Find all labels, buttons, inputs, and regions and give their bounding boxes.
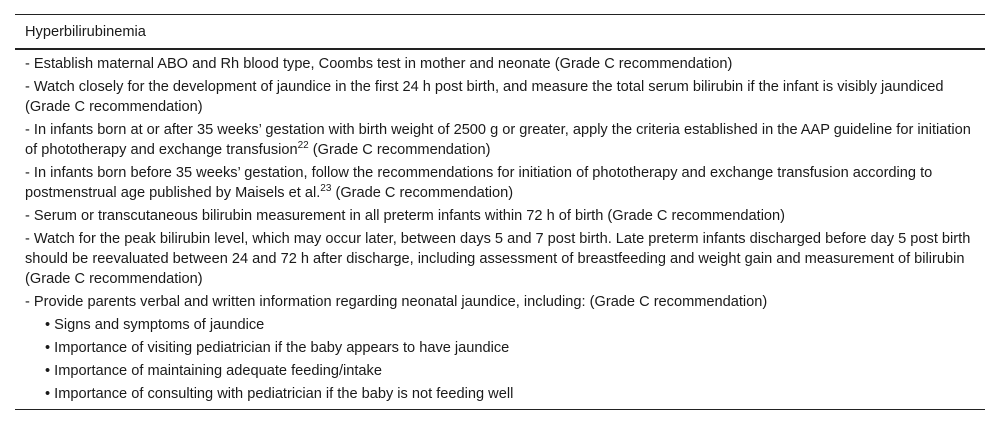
recommendation-text: - In infants born before 35 weeks’ gestation, follow the recommendations for initiation of phototherapy and exchange transfusion according to postmenstrual age published by Maisels et al. (25, 165, 933, 201)
recommendation-text: - In infants born at or after 35 weeks’ gestation with birth weight of 2500 g or greater, apply the criteria established in the AAP guideline for initiation of phototherapy and exchange transfusion (25, 122, 971, 158)
recommendations-table (15, 14, 985, 410)
reference-superscript: 23 (320, 183, 332, 194)
recommendation-row: - Establish maternal ABO and Rh blood type, Coombs test in mother and neonate (Grade C recommendation) (25, 56, 733, 72)
bullet-item: • Importance of maintaining adequate feeding/intake (45, 363, 382, 379)
recommendation-row: - Watch for the peak bilirubin level, which may occur later, between days 5 and 7 post birth. Late preterm infants discharged before day 5 post birth should be reevaluated between 24 and 72 h after discharge, including assessment of breastfeeding and weight gain and measurement of bilirubin (Grade C recommendation) (25, 231, 971, 287)
bullet-item: • Importance of visiting pediatrician if the baby appears to have jaundice (45, 340, 510, 356)
recommendation-grade: (Grade C recommendation) (308, 142, 491, 158)
bullet-item: • Signs and symptoms of jaundice (45, 317, 265, 333)
recommendation-row: - Serum or transcutaneous bilirubin measurement in all preterm infants within 72 h of birth (Grade C recommendation) (25, 208, 786, 224)
recommendation-row: - Provide parents verbal and written information regarding neonatal jaundice, including: (Grade C recommendation) (25, 294, 768, 310)
bullet-item: • Importance of consulting with pediatrician if the baby is not feeding well (45, 386, 514, 402)
table-header (15, 15, 985, 50)
table-body (15, 50, 985, 409)
recommendation-row (25, 162, 975, 205)
recommendation-row (25, 119, 975, 162)
recommendation-row: - Watch closely for the development of jaundice in the first 24 h post birth, and measure the total serum bilirubin if the infant is visibly jaundiced (Grade C recommendation) (25, 79, 944, 115)
recommendation-grade: (Grade C recommendation) (331, 185, 514, 201)
table-header-title: Hyperbilirubinemia (25, 24, 146, 40)
reference-superscript: 22 (297, 140, 309, 151)
